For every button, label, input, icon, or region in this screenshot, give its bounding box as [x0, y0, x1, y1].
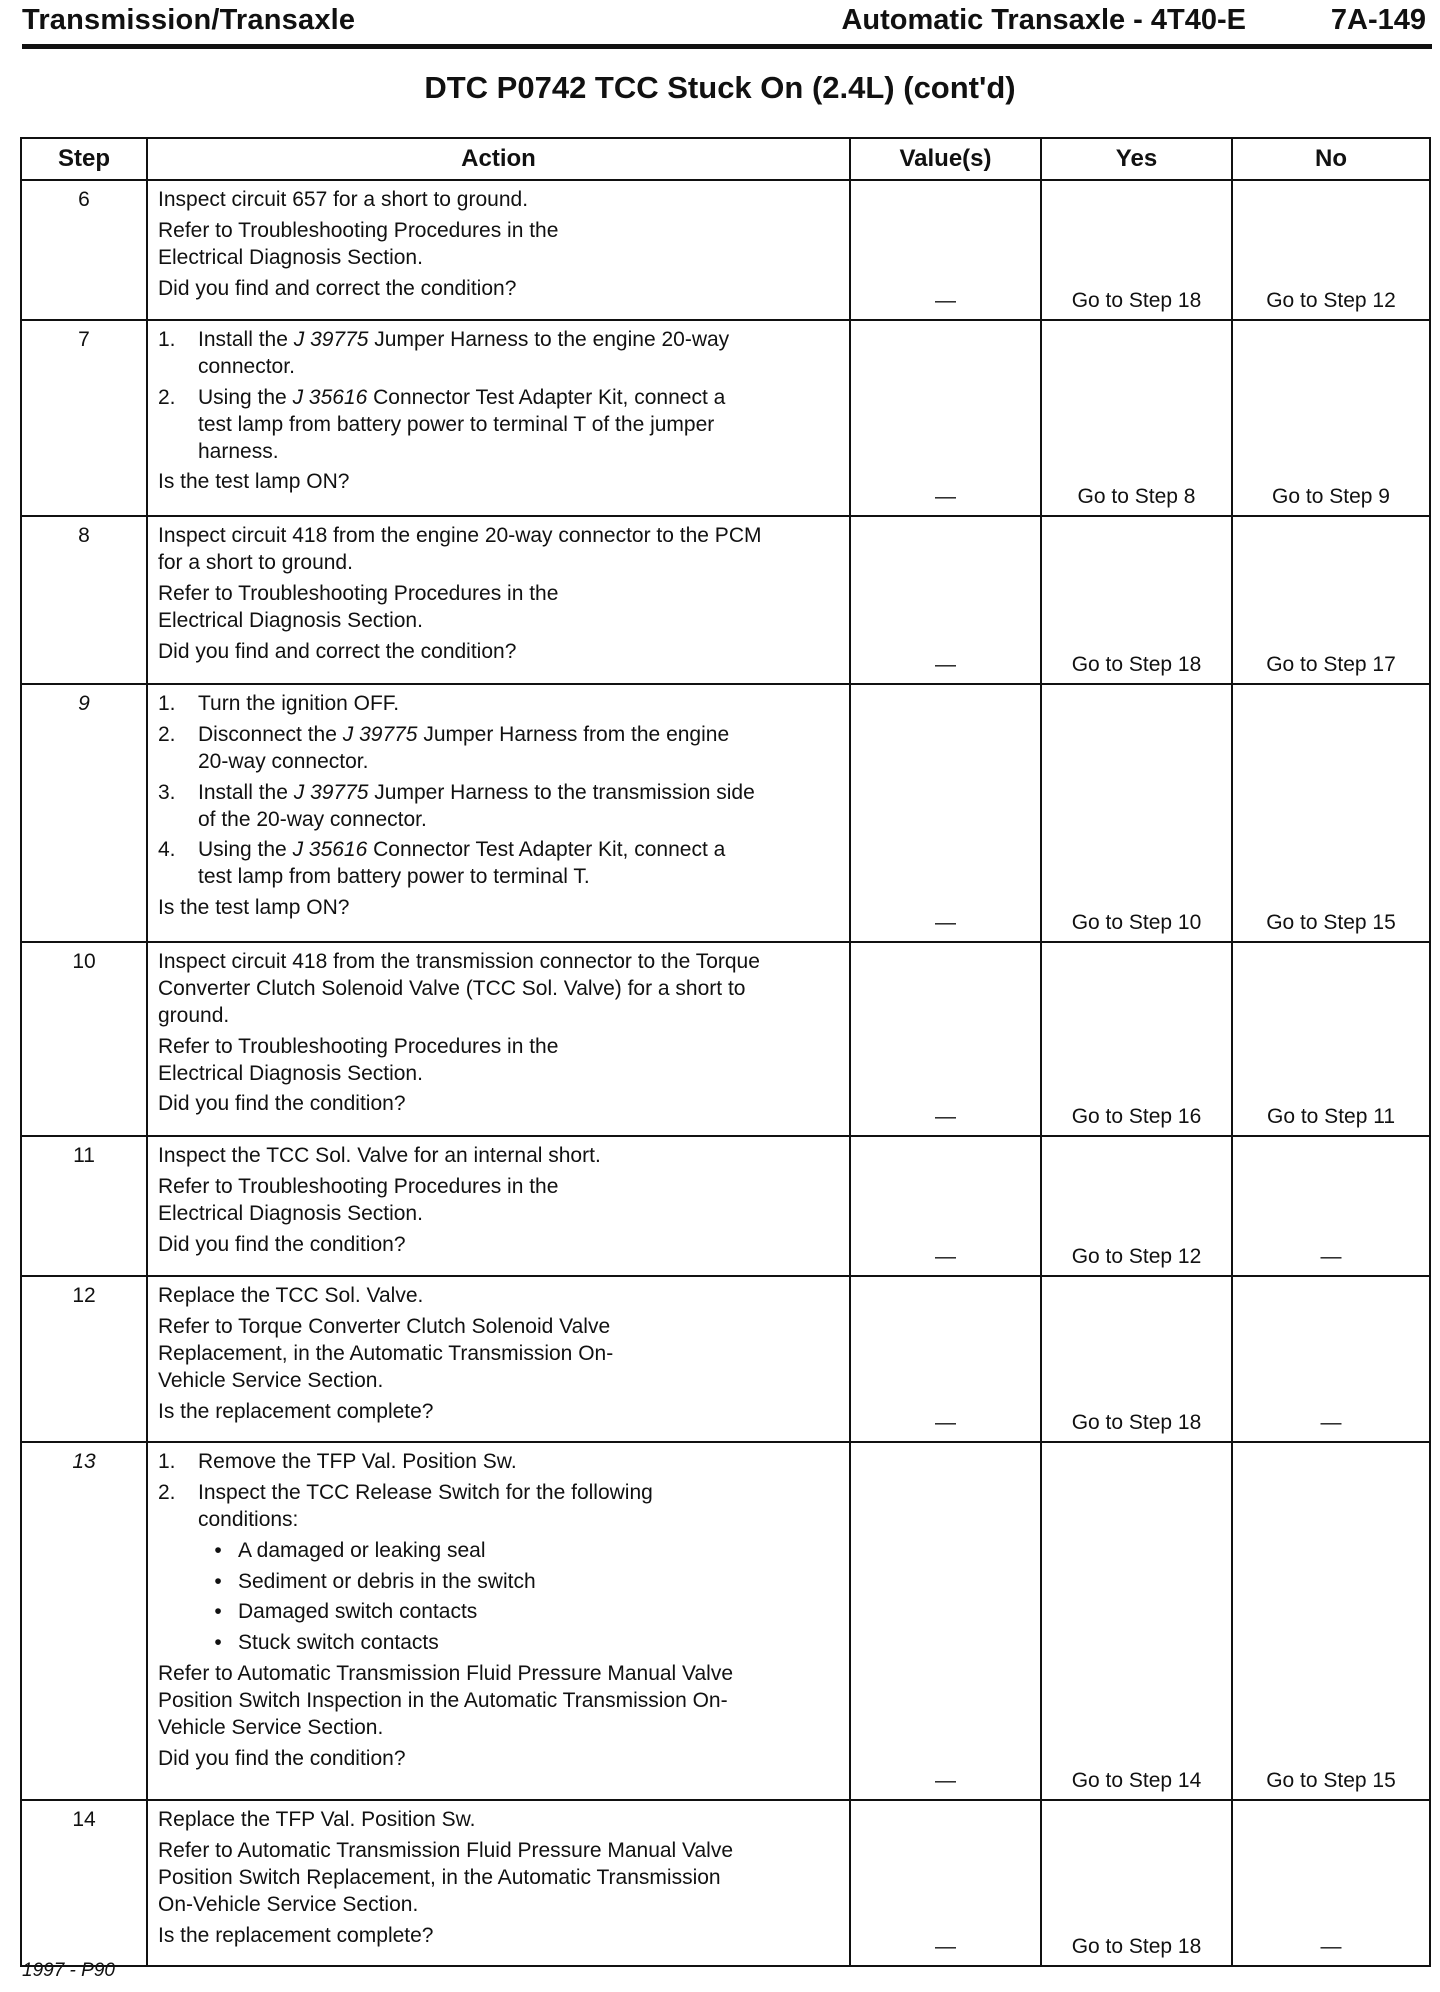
- no-cell: —: [1232, 1800, 1430, 1966]
- yes-cell: Go to Step 18: [1041, 1276, 1232, 1442]
- table-row: [21, 1442, 1430, 1800]
- action-cell: [147, 1800, 850, 1966]
- diagnostic-table: [20, 137, 1431, 1967]
- action-cell: [147, 1442, 850, 1800]
- action-question: Did you find the condition?: [158, 1092, 406, 1116]
- step-number: 6: [21, 180, 147, 320]
- column-header-yes: Yes: [1041, 138, 1232, 180]
- step-number: 9: [21, 684, 147, 942]
- tool-number: J 35616: [292, 385, 368, 409]
- no-cell: Go to Step 15: [1232, 684, 1430, 942]
- value-cell: —: [850, 1276, 1041, 1442]
- table-header-row: [21, 138, 1430, 180]
- action-cell: [147, 684, 850, 942]
- numbered-item: 1. Turn the ignition OFF.: [158, 692, 400, 715]
- action-cell: [147, 180, 850, 320]
- action-cell: [147, 1136, 850, 1276]
- step-number: 11: [21, 1136, 147, 1276]
- numbered-item: 1. Install the J 39775 Jumper Harness to the engine 20-way connector.: [158, 328, 730, 378]
- value-cell: —: [850, 1136, 1041, 1276]
- step-number: 13: [21, 1442, 147, 1800]
- column-header-no: No: [1232, 138, 1430, 180]
- no-cell: Go to Step 17: [1232, 516, 1430, 684]
- table-row: [21, 1800, 1430, 1966]
- bullet-item: • Sediment or debris in the switch: [214, 1569, 536, 1593]
- tool-number: J 39775: [293, 328, 369, 351]
- yes-cell: Go to Step 16: [1041, 942, 1232, 1136]
- bullet-item: • Stuck switch contacts: [214, 1631, 439, 1655]
- table-row: [21, 684, 1430, 942]
- action-text: Inspect the TCC Sol. Valve for an internal short.: [158, 1144, 601, 1167]
- action-cell: [147, 1276, 850, 1442]
- no-cell: —: [1232, 1136, 1430, 1276]
- numbered-item: 1. Remove the TFP Val. Position Sw.: [158, 1450, 517, 1473]
- action-text: Inspect circuit 657 for a short to ground.: [158, 188, 529, 211]
- yes-cell: Go to Step 10: [1041, 684, 1232, 942]
- action-question: Did you find the condition?: [158, 1232, 406, 1256]
- page-footer: 1997 - P90: [22, 1960, 115, 1981]
- no-cell: Go to Step 11: [1232, 942, 1430, 1136]
- column-header-action: Action: [147, 138, 850, 180]
- tool-number: J 35616: [292, 838, 368, 862]
- action-question: Did you find and correct the condition?: [158, 639, 517, 663]
- action-cell: [147, 320, 850, 516]
- no-cell: Go to Step 12: [1232, 180, 1430, 320]
- yes-cell: Go to Step 18: [1041, 516, 1232, 684]
- bullet-item: • Damaged switch contacts: [214, 1600, 478, 1624]
- yes-cell: Go to Step 18: [1041, 1800, 1232, 1966]
- numbered-item: 2. Using the J 35616 Connector Test Adapter Kit, connect a test lamp from battery power to terminal T of the jumper harness.: [158, 385, 726, 463]
- table-row: [21, 1276, 1430, 1442]
- step-number: 7: [21, 320, 147, 516]
- table-row: [21, 942, 1430, 1136]
- action-cell: [147, 516, 850, 684]
- section-title: Transmission/Transaxle: [22, 4, 356, 36]
- action-cell: [147, 942, 850, 1136]
- step-number: 8: [21, 516, 147, 684]
- action-text: Inspect circuit 418 from the engine 20-way connector to the PCM for a short to ground.: [158, 524, 762, 574]
- bullet-item: • A damaged or leaking seal: [214, 1538, 486, 1562]
- page-number: 7A-149: [1330, 4, 1426, 36]
- action-text: Inspect circuit 418 from the transmission connector to the Torque Converter Clutch Solenoid Valve (TCC Sol. Valve) for a short to ground.: [158, 950, 760, 1027]
- no-cell: Go to Step 15: [1232, 1442, 1430, 1800]
- value-cell: —: [850, 942, 1041, 1136]
- yes-cell: Go to Step 18: [1041, 180, 1232, 320]
- action-text: Refer to Torque Converter Clutch Solenoid Valve Replacement, in the Automatic Transmission On-Vehicle Service Section.: [158, 1314, 614, 1392]
- table-row: [21, 1136, 1430, 1276]
- column-header-values: Value(s): [850, 138, 1041, 180]
- action-question: Did you find and correct the condition?: [158, 276, 517, 300]
- header-rule: [22, 44, 1432, 49]
- no-cell: Go to Step 9: [1232, 320, 1430, 516]
- action-question: Is the test lamp ON?: [158, 896, 350, 920]
- action-question: Is the replacement complete?: [158, 1923, 434, 1947]
- action-text: Refer to Troubleshooting Procedures in the Electrical Diagnosis Section.: [158, 1174, 559, 1225]
- numbered-item: 4. Using the J 35616 Connector Test Adapter Kit, connect a test lamp from battery power to terminal T.: [158, 838, 726, 889]
- step-number: 10: [21, 942, 147, 1136]
- yes-cell: Go to Step 12: [1041, 1136, 1232, 1276]
- table-row: [21, 180, 1430, 320]
- table-row: [21, 320, 1430, 516]
- action-text: Replace the TFP Val. Position Sw.: [158, 1808, 476, 1831]
- subsection-title: Automatic Transaxle - 4T40-E: [841, 4, 1246, 36]
- action-text: Refer to Automatic Transmission Fluid Pressure Manual Valve Position Switch Replacement, in the Automatic Transmission On-Vehicle Service Section.: [158, 1838, 734, 1916]
- yes-cell: Go to Step 8: [1041, 320, 1232, 516]
- numbered-item: 2. Disconnect the J 39775 Jumper Harness from the engine 20-way connector.: [158, 722, 730, 773]
- tool-number: J 39775: [293, 780, 369, 804]
- action-text: Replace the TCC Sol. Valve.: [158, 1284, 424, 1307]
- action-question: Did you find the condition?: [158, 1746, 406, 1770]
- step-number: 12: [21, 1276, 147, 1442]
- action-text: Refer to Troubleshooting Procedures in the Electrical Diagnosis Section.: [158, 1034, 559, 1085]
- action-question: Is the replacement complete?: [158, 1399, 434, 1423]
- tool-number: J 39775: [342, 722, 418, 746]
- value-cell: —: [850, 516, 1041, 684]
- no-cell: —: [1232, 1276, 1430, 1442]
- table-row: [21, 516, 1430, 684]
- action-text: Refer to Troubleshooting Procedures in the Electrical Diagnosis Section.: [158, 218, 559, 269]
- numbered-item: 3. Install the J 39775 Jumper Harness to the transmission side of the 20-way connector.: [158, 780, 755, 831]
- action-question: Is the test lamp ON?: [158, 470, 350, 494]
- value-cell: —: [850, 1800, 1041, 1966]
- value-cell: —: [850, 1442, 1041, 1800]
- page-header: [22, 0, 1432, 40]
- yes-cell: Go to Step 14: [1041, 1442, 1232, 1800]
- numbered-item: 2. Inspect the TCC Release Switch for the following conditions:: [158, 1480, 653, 1531]
- value-cell: —: [850, 320, 1041, 516]
- step-number: 14: [21, 1800, 147, 1966]
- value-cell: —: [850, 684, 1041, 942]
- action-text: Refer to Troubleshooting Procedures in the Electrical Diagnosis Section.: [158, 581, 559, 632]
- page-title: DTC P0742 TCC Stuck On (2.4L) (cont'd): [424, 70, 1016, 105]
- column-header-step: Step: [21, 138, 147, 180]
- value-cell: —: [850, 180, 1041, 320]
- action-text: Refer to Automatic Transmission Fluid Pressure Manual Valve Position Switch Inspection in the Automatic Transmission On-Vehicle Service Section.: [158, 1662, 734, 1739]
